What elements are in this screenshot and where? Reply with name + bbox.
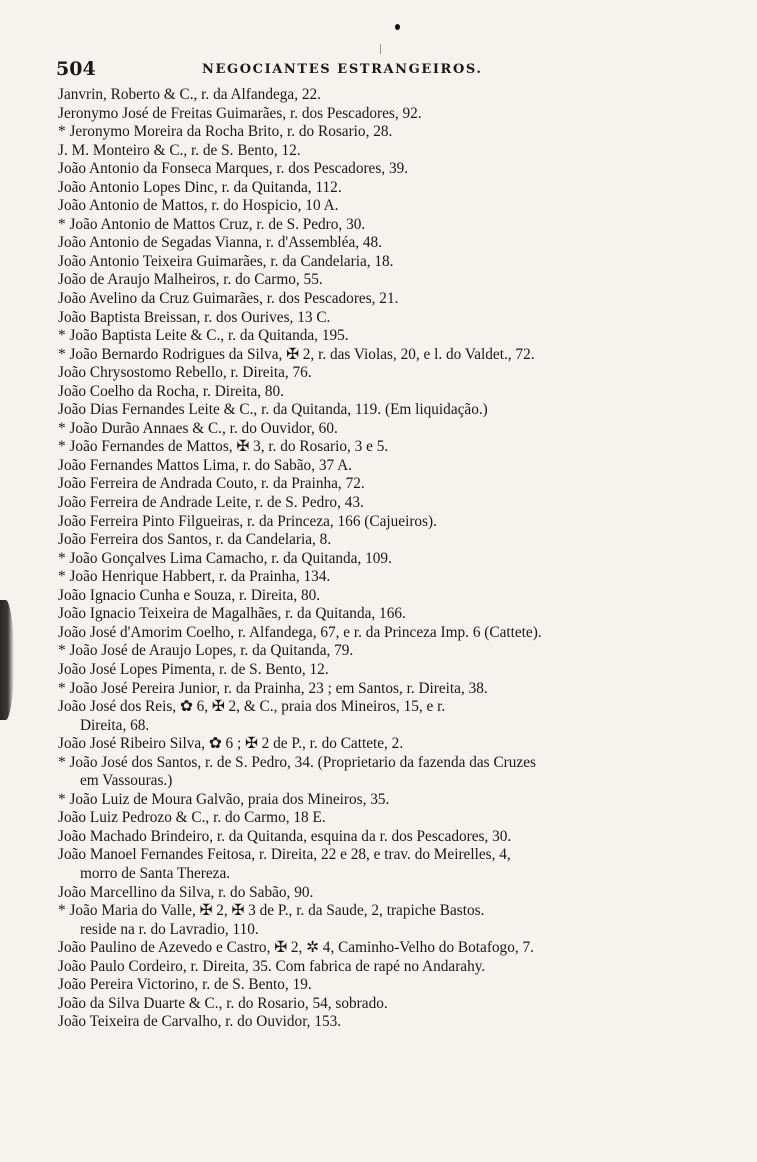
list-item-continuation: reside na r. do Lavradio, 110.: [80, 920, 259, 938]
list-item: João Ferreira dos Santos, r. da Candelaria, 8.: [58, 531, 332, 549]
list-item-continuation: morro de Santa Thereza.: [80, 864, 231, 882]
list-item: João Luiz Pedrozo & C., r. do Carmo, 18 E.: [58, 809, 326, 827]
list-item: * João José Pereira Junior, r. da Prainha, 23 ; em Santos, r. Direita, 38.: [58, 679, 488, 697]
list-item: * João Maria do Valle, ✠ 2, ✠ 3 de P., r. da Saude, 2, trapiche Bastos.: [58, 902, 485, 920]
list-item: João Coelho da Rocha, r. Direita, 80.: [58, 382, 285, 400]
list-item: João José dos Reis, ✿ 6, ✠ 2, & C., praia dos Mineiros, 15, e r.: [58, 698, 446, 716]
list-item: J. M. Monteiro & C., r. de S. Bento, 12.: [58, 141, 301, 159]
list-item: João José d'Amorim Coelho, r. Alfandega, 67, e r. da Princeza Imp. 6 (Cattete).: [58, 623, 542, 641]
list-item: João Antonio de Mattos, r. do Hospicio, 10 A.: [58, 197, 339, 215]
list-item: João Marcellino da Silva, r. do Sabão, 90.: [58, 883, 314, 901]
list-item: Janvrin, Roberto & C., r. da Alfandega, 22.: [58, 86, 321, 103]
list-item: * João Durão Annaes & C., r. do Ouvidor, 60.: [58, 419, 338, 437]
list-item: João Antonio de Segadas Vianna, r. d'Assembléa, 48.: [58, 234, 383, 252]
list-item: João Ferreira de Andrade Leite, r. de S. Pedro, 43.: [58, 494, 364, 512]
list-item: * João Baptista Leite & C., r. da Quitanda, 195.: [58, 327, 349, 345]
page-number: 504: [56, 58, 96, 80]
list-item: João Fernandes Mattos Lima, r. do Sabão, 37 A.: [58, 456, 353, 474]
list-item: João Ignacio Cunha e Souza, r. Direita, 80.: [58, 586, 321, 604]
list-item: * Jeronymo Moreira da Rocha Brito, r. do Rosario, 28.: [58, 123, 393, 141]
list-item: * João Luiz de Moura Galvão, praia dos Mineiros, 35.: [58, 790, 390, 808]
list-item: João Antonio Teixeira Guimarães, r. da Candelaria, 18.: [58, 252, 394, 270]
list-item: João Chrysostomo Rebello, r. Direita, 76.: [58, 364, 312, 382]
list-item: João Avelino da Cruz Guimarães, r. dos Pescadores, 21.: [58, 290, 399, 308]
list-item-continuation: Direita, 68.: [80, 716, 150, 734]
list-item: * João Antonio de Mattos Cruz, r. de S. Pedro, 30.: [58, 215, 366, 233]
list-item: João Paulo Cordeiro, r. Direita, 35. Com fabrica de rapé no Andarahy.: [58, 957, 486, 975]
list-item: João Antonio Lopes Dinc, r. da Quitanda, 112.: [58, 178, 342, 196]
list-item: * João Bernardo Rodrigues da Silva, ✠ 2, r. das Violas, 20, e l. do Valdet., 72.: [58, 345, 535, 363]
list-item: * João José de Araujo Lopes, r. da Quitanda, 79.: [58, 642, 354, 660]
list-item: João Baptista Breissan, r. dos Ourives, 13 C.: [58, 308, 331, 326]
list-item: * João José dos Santos, r. de S. Pedro, 34. (Proprietario da fazenda das Cruzes: [58, 753, 536, 771]
entry-list: [58, 86, 708, 1032]
list-item: João Teixeira de Carvalho, r. do Ouvidor, 153.: [58, 1013, 342, 1031]
list-item: João Dias Fernandes Leite & C., r. da Quitanda, 119. (Em liquidação.): [58, 401, 488, 419]
page-header: [56, 58, 716, 82]
ink-dot: [395, 24, 400, 30]
paper-mark: [380, 44, 381, 54]
list-item: João de Araujo Malheiros, r. do Carmo, 55.: [58, 271, 323, 289]
list-item-continuation: em Vassouras.): [80, 772, 173, 790]
list-item: * João Henrique Habbert, r. da Prainha, 134.: [58, 568, 331, 586]
list-item: João Machado Brindeiro, r. da Quitanda, esquina da r. dos Pescadores, 30.: [58, 827, 512, 845]
list-item: João Paulino de Azevedo e Castro, ✠ 2, ✲ 4, Caminho-Velho do Botafogo, 7.: [58, 939, 534, 957]
binding-shadow: [0, 600, 14, 720]
list-item: João Ferreira Pinto Filgueiras, r. da Princeza, 166 (Cajueiros).: [58, 512, 437, 530]
list-item: João José Ribeiro Silva, ✿ 6 ; ✠ 2 de P., r. do Cattete, 2.: [58, 735, 404, 753]
list-item: João José Lopes Pimenta, r. de S. Bento, 12.: [58, 660, 329, 678]
list-item: João Pereira Victorino, r. de S. Bento, 19.: [58, 976, 312, 994]
list-item: João da Silva Duarte & C., r. do Rosario, 54, sobrado.: [58, 994, 388, 1012]
list-item: * João Gonçalves Lima Camacho, r. da Quitanda, 109.: [58, 549, 392, 567]
list-item: João Antonio da Fonseca Marques, r. dos Pescadores, 39.: [58, 160, 409, 178]
list-item: João Manoel Fernandes Feitosa, r. Direita, 22 e 28, e trav. do Meirelles, 4,: [58, 846, 511, 864]
list-item: Jeronymo José de Freitas Guimarães, r. dos Pescadores, 92.: [58, 104, 422, 122]
list-item: João Ferreira de Andrada Couto, r. da Prainha, 72.: [58, 475, 365, 493]
list-item: João Ignacio Teixeira de Magalhães, r. da Quitanda, 166.: [58, 605, 406, 623]
list-item: * João Fernandes de Mattos, ✠ 3, r. do Rosario, 3 e 5.: [58, 438, 389, 456]
running-head: NEGOCIANTES ESTRANGEIROS.: [202, 62, 483, 77]
